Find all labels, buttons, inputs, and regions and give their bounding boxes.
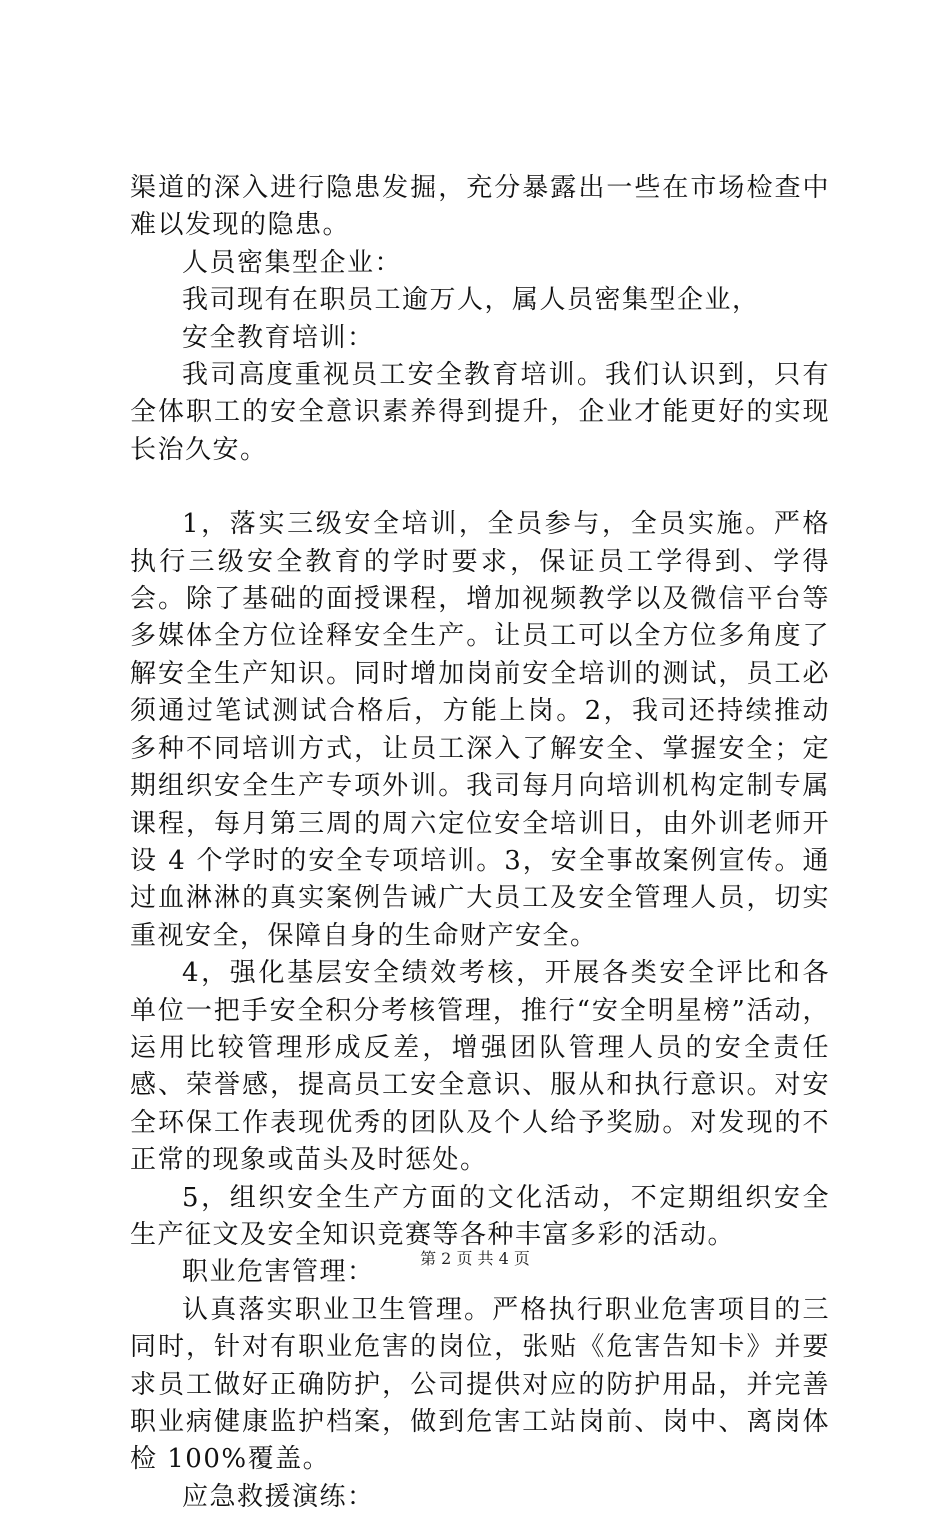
paragraph-occupational-health: 认真落实职业卫生管理。严格执行职业危害项目的三同时，针对有职业危害的岗位，张贴《危害告知卡》并要求员工做好正确防护，公司提供对应的防护用品，并完善职业病健康监护档案，做到危害工站岗前、岗中、离岗体检 100%覆盖。 (130, 1294, 830, 1475)
document-body (130, 170, 830, 1516)
heading-crowded-enterprise: 人员密集型企业： (182, 247, 403, 278)
paragraph-item-1-3: 1，落实三级安全培训，全员参与，全员实施。严格执行三级安全教育的学时要求，保证员工学得到、学得会。除了基础的面授课程，增加视频教学以及微信平台等多媒体全方位诠释安全生产。让员工可以全方位多角度了解安全生产知识。同时增加岗前安全培训的测试，员工必须通过笔试测试合格后，方能上岗。2，我司还持续推动多种不同培训方式，让员工深入了解安全、掌握安全；定期组织安全生产专项外训。我司每月向培训机构定制专属课程，每月第三周的周六定位安全培训日，由外训老师开设 4 个学时的安全专项培训。3，安全事故案例宣传。通过血淋淋的真实案例告诫广大员工及安全管理人员，切实重视安全，保障自身的生命财产安全。 (130, 509, 830, 951)
heading-safety-training: 安全教育培训： (182, 322, 375, 353)
page-number-footer: 第 2 页 共 4 页 (420, 1249, 530, 1268)
paragraph-item-4: 4，强化基层安全绩效考核，开展各类安全评比和各单位一把手安全积分考核管理，推行“安全明星榜”活动，运用比较管理形成反差，增强团队管理人员的安全责任感、荣誉感，提高员工安全意识、服从和执行意识。对安全环保工作表现优秀的团队及个人给予奖励。对发现的不正常的现象或苗头及时惩处。 (130, 958, 830, 1176)
paragraph-continuation: 渠道的深入进行隐患发掘，充分暴露出一些在市场检查中难以发现的隐患。 (130, 173, 830, 241)
heading-emergency-drill: 应急救援演练： (182, 1481, 375, 1512)
paragraph-item-5: 5，组织安全生产方面的文化活动，不定期组织安全生产征文及安全知识竞赛等各种丰富多彩的活动。 (130, 1182, 830, 1250)
heading-occupational-hazard: 职业危害管理： (182, 1257, 375, 1288)
paragraph-staff-count: 我司现有在职员工逾万人，属人员密集型企业， (182, 285, 760, 316)
paragraph-training-intro: 我司高度重视员工安全教育培训。我们认识到，只有全体职工的安全意识素养得到提升，企业才能更好的实现长治久安。 (130, 360, 830, 465)
